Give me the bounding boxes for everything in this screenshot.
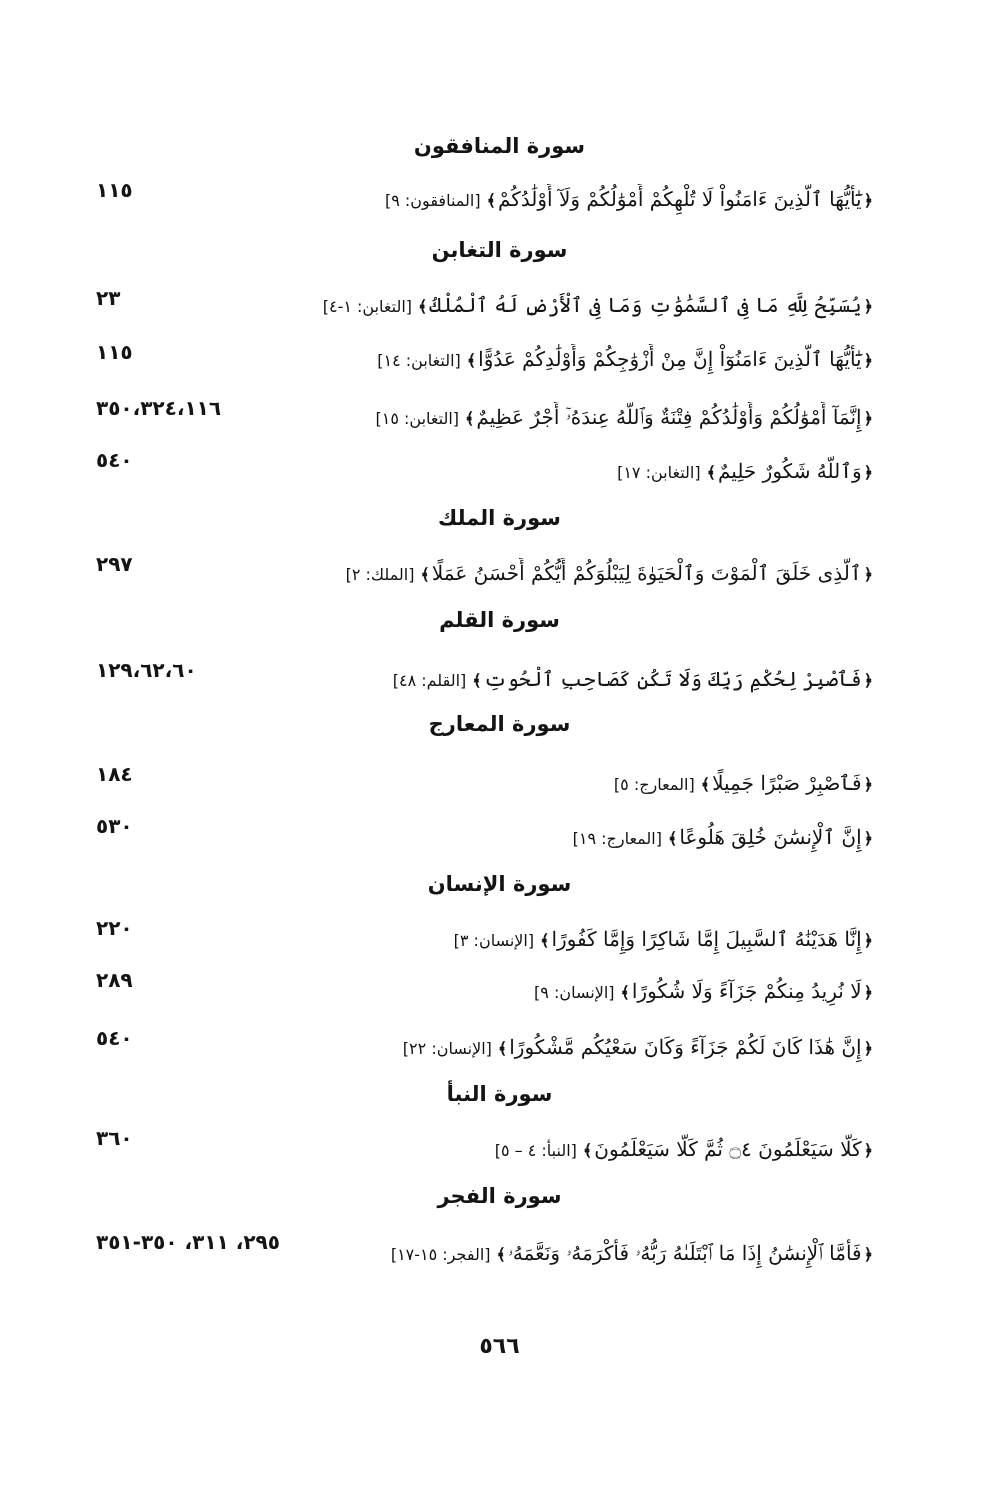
verse-line — [235, 402, 875, 434]
page-references: ٢٩٧ — [96, 552, 133, 576]
verse-reference: [التغابن: ١-٤] — [322, 297, 413, 316]
verse-reference: [الفجر: ١٥-١٧] — [390, 1245, 491, 1264]
verse-text: ٱلَّذِى خَلَقَ ٱلْمَوْتَ وَٱلْحَيَوٰةَ لِيَبْلُوَكُمْ أَيُّكُمْ أَحْسَنُ عَمَلًا — [431, 561, 862, 585]
verse-line — [235, 976, 875, 1008]
verse-reference: [النبأ: ٤ – ٥] — [494, 1141, 577, 1160]
verse-line — [235, 1134, 875, 1166]
ornament-close-icon: ﴾ — [620, 983, 630, 1002]
verse-reference: [الإنسان: ٢٢] — [402, 1039, 492, 1058]
page-references: ١٢٩،٦٢،٦٠ — [96, 658, 197, 682]
ornament-close-icon: ﴾ — [582, 1141, 593, 1160]
page-number: ٥٦٦ — [479, 1334, 520, 1359]
verse-reference: [التغابن: ١٧] — [617, 463, 701, 482]
ornament-close-icon: ﴾ — [706, 463, 716, 482]
page-references: ٣٥٠،٣٢٤،١١٦ — [96, 396, 222, 420]
page-references: ٢٨٩ — [96, 968, 133, 992]
verse-text: يَٰٓأَيُّهَا ٱلَّذِينَ ءَامَنُوٓاْ إِنَّ مِنْ أَزْوَٰجِكُمْ وَأَوْلَٰدِكُمْ عَدُوًّا — [478, 347, 862, 371]
surah-title: سورة الإنسان — [427, 872, 572, 896]
surah-title: سورة الفجر — [437, 1184, 562, 1208]
verse-text: فَٱصْبِرْ صَبْرًا جَمِيلًا — [712, 771, 862, 795]
page-references: ٥٤٠ — [96, 1026, 133, 1050]
surah-title: سورة الملك — [438, 506, 561, 530]
ornament-open-icon: ﴿ — [863, 1039, 873, 1058]
page-references: ٥٤٠ — [96, 448, 133, 472]
verse-line — [235, 1032, 875, 1064]
verse-text: وَٱللَّهُ شَكُورٌ حَلِيمٌ — [717, 459, 862, 483]
verse-line — [235, 924, 875, 956]
ornament-open-icon: ﴿ — [863, 297, 873, 316]
verse-text: كَلَّا سَيَعْلَمُونَ ۝٤ ثُمَّ كَلَّا سَيَعْلَمُونَ — [594, 1137, 862, 1161]
ornament-close-icon: ﴾ — [418, 297, 428, 316]
verse-text: فَٱصْبِرْ لِحُكْمِ رَبِّكَ وَلَا تَكُن كَصَاحِبِ ٱلْحُوتِ — [483, 667, 862, 691]
ornament-close-icon: ﴾ — [497, 1039, 508, 1058]
verse-text: يَٰٓأَيُّهَا ٱلَّذِينَ ءَامَنُواْ لَا تُلْهِكُمْ أَمْوَٰلُكُمْ وَلَآ أَوْلَٰدُكُمْ — [497, 187, 862, 211]
ornament-close-icon: ﴾ — [486, 191, 496, 210]
verse-line — [235, 290, 875, 322]
ornament-open-icon: ﴿ — [863, 463, 873, 482]
verse-line — [235, 1238, 875, 1270]
page-references: ٣٦٠ — [96, 1126, 133, 1150]
verse-line — [235, 768, 875, 800]
surah-title: سورة النبأ — [446, 1082, 553, 1106]
ornament-open-icon: ﴿ — [863, 351, 873, 370]
ornament-open-icon: ﴿ — [863, 671, 873, 690]
ornament-close-icon: ﴾ — [465, 409, 475, 428]
page-references: ١٨٤ — [96, 762, 133, 786]
ornament-open-icon: ﴿ — [863, 829, 873, 848]
page-references: ٢٣ — [96, 286, 121, 310]
verse-text: إِنَّ ٱلْإِنسَٰنَ خُلِقَ هَلُوعًا — [679, 825, 862, 849]
verse-text: إِنَّمَآ أَمْوَٰلُكُمْ وَأَوْلَٰدُكُمْ فِتْنَةٌ وَٱللَّهُ عِندَهُۥٓ أَجْرٌ عَظِيمٌ — [476, 405, 862, 429]
verse-line — [235, 822, 875, 854]
ornament-close-icon: ﴾ — [667, 829, 678, 848]
verse-line — [235, 184, 875, 216]
ornament-open-icon: ﴿ — [863, 409, 873, 428]
ornament-close-icon: ﴾ — [496, 1245, 506, 1264]
verse-reference: [الإنسان: ٣] — [453, 931, 535, 950]
ornament-close-icon: ﴾ — [700, 775, 711, 794]
surah-title: سورة المعارج — [428, 712, 571, 736]
verse-text: فَأَمَّا ٱلْإِنسَٰنُ إِذَا مَا ٱبْتَلَىٰهُ رَبُّهُۥ فَأَكْرَمَهُۥ وَنَعَّمَهُۥ — [507, 1241, 862, 1265]
ornament-open-icon: ﴿ — [863, 983, 873, 1002]
verse-text: لَا نُرِيدُ مِنكُمْ جَزَآءً وَلَا شُكُورًا — [631, 979, 862, 1003]
ornament-open-icon: ﴿ — [863, 1245, 873, 1264]
ornament-close-icon: ﴾ — [420, 565, 430, 584]
page-references: ٢٩٥، ٣١١، ٣٥٠-٣٥١ — [96, 1230, 280, 1254]
verse-text: يُسَبِّحُ لِلَّهِ مَا فِى ٱلسَّمَٰوَٰتِ وَمَا فِى ٱلْأَرْضِ لَهُ ٱلْمُلْكُ — [429, 293, 862, 317]
verse-reference: [المعارج: ٥] — [613, 775, 695, 794]
verse-line — [235, 344, 875, 376]
verse-reference: [التغابن: ١٥] — [375, 409, 459, 428]
page-references: ٢٢٠ — [96, 916, 133, 940]
verse-line — [235, 664, 875, 696]
surah-title: سورة التغابن — [431, 238, 568, 262]
page-references: ١١٥ — [96, 340, 133, 364]
ornament-open-icon: ﴿ — [863, 191, 873, 210]
verse-text: إِنَّ هَٰذَا كَانَ لَكُمْ جَزَآءً وَكَانَ سَعْيُكُم مَّشْكُورًا — [509, 1035, 862, 1059]
verse-line — [235, 456, 875, 488]
ornament-close-icon: ﴾ — [540, 931, 550, 950]
page-references: ٥٣٠ — [96, 814, 133, 838]
ornament-open-icon: ﴿ — [863, 931, 873, 950]
ornament-close-icon: ﴾ — [472, 671, 482, 690]
ornament-open-icon: ﴿ — [863, 565, 873, 584]
ornament-open-icon: ﴿ — [863, 1141, 873, 1160]
surah-title: سورة القلم — [439, 608, 560, 632]
verse-reference: [التغابن: ١٤] — [377, 351, 461, 370]
verse-reference: [الإنسان: ٩] — [534, 983, 615, 1002]
verse-line — [235, 558, 875, 590]
verse-reference: [المعارج: ١٩] — [572, 829, 662, 848]
verse-reference: [الملك: ٢] — [345, 565, 415, 584]
page-references: ١١٥ — [96, 178, 133, 202]
verse-reference: [المنافقون: ٩] — [384, 191, 481, 210]
ornament-close-icon: ﴾ — [466, 351, 477, 370]
verse-text: إِنَّا هَدَيْنَٰهُ ٱلسَّبِيلَ إِمَّا شَاكِرًا وَإِمَّا كَفُورًا — [551, 927, 862, 951]
ornament-open-icon: ﴿ — [863, 775, 873, 794]
verse-reference: [القلم: ٤٨] — [392, 671, 467, 690]
surah-title: سورة المنافقون — [413, 134, 586, 158]
